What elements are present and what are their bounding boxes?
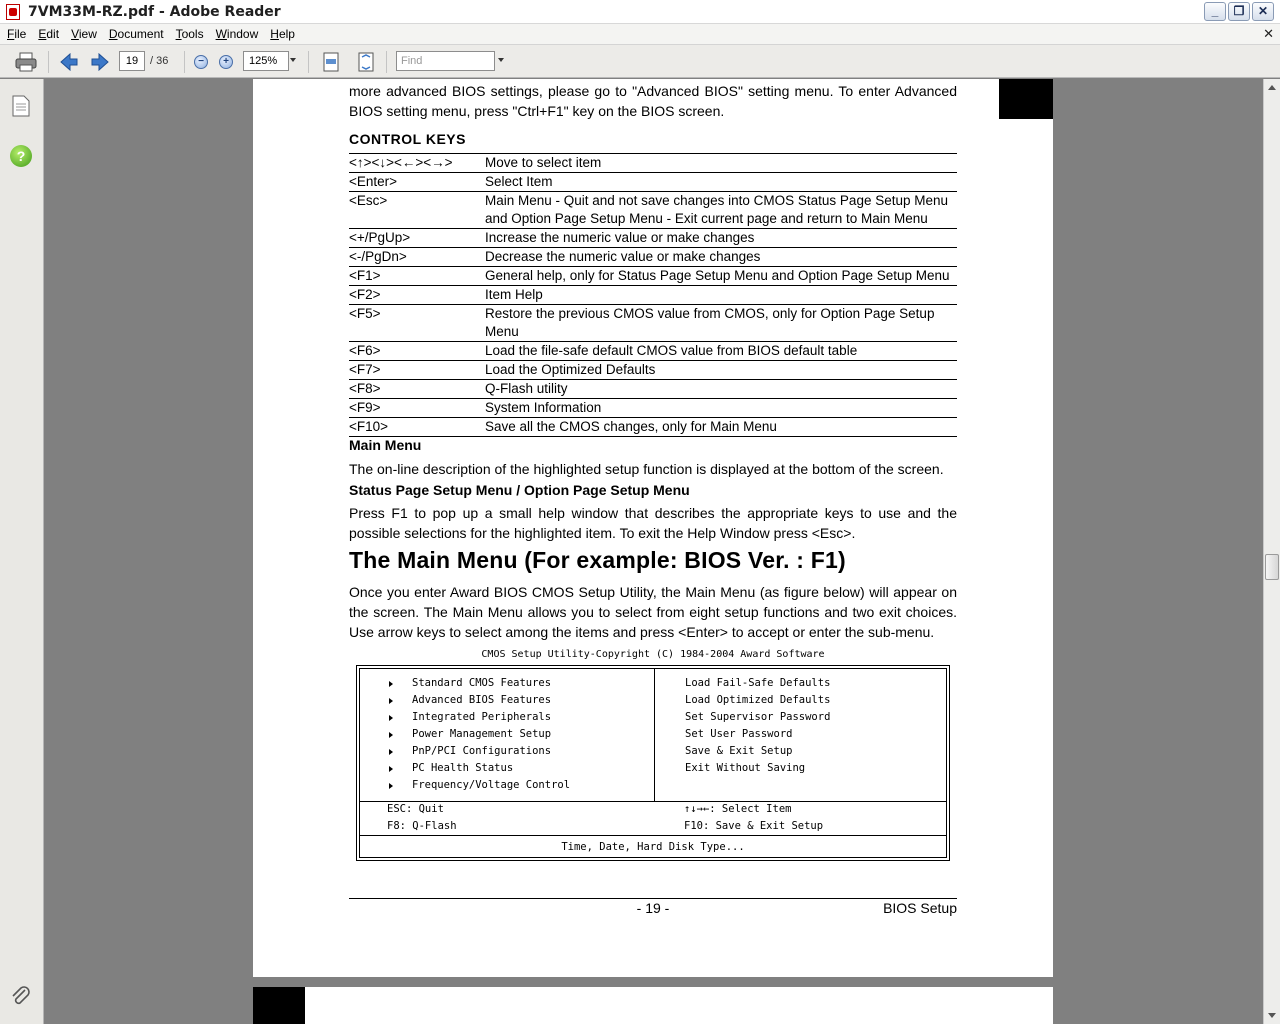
bios-menu-item: Exit Without Saving (685, 762, 806, 774)
control-key-desc: Q-Flash utility (485, 380, 957, 399)
footer-page-number: - 19 - (636, 900, 670, 916)
close-button[interactable]: ✕ (1252, 2, 1274, 21)
navigation-pane (0, 79, 44, 1024)
bios-menu-item (412, 709, 570, 726)
menu-view[interactable]: View (71, 27, 97, 41)
toolbar (0, 45, 1280, 78)
main-menu-description: Once you enter Award BIOS CMOS Setup Utility, the Main Menu (as figure below) will appear on the screen. The Main Menu allows you to select from eight setup functions and two exit choices. Use arrow keys to select among the items and press <Enter> to accept or enter the sub-menu. (349, 584, 957, 640)
control-key-desc: Load the file-safe default CMOS value from BIOS default table (485, 342, 957, 361)
control-keys-table (349, 153, 957, 437)
bios-status-line: Time, Date, Hard Disk Type... (561, 841, 745, 853)
control-key-name: <-/PgDn> (349, 248, 485, 267)
control-key-desc: Item Help (485, 286, 957, 305)
submenu-arrow-icon (389, 681, 393, 687)
control-key-row (349, 286, 957, 305)
fit-page-icon[interactable] (355, 51, 377, 73)
page-corner-mark (999, 79, 1053, 119)
bios-menu-label: PnP/PCI Configurations (412, 745, 552, 757)
find-dropdown-icon[interactable] (498, 58, 504, 62)
main-menu-heading: Main Menu (349, 437, 422, 453)
scroll-down-icon[interactable] (1268, 1013, 1276, 1018)
menu-bar (0, 24, 1280, 45)
main-menu-paragraph: The on-line description of the highlighted setup function is displayed at the bottom of the screen. (349, 461, 944, 477)
control-key-row (349, 173, 957, 192)
bios-foot-f8: F8: Q-Flash (387, 820, 457, 832)
bios-right-menu (685, 675, 830, 777)
control-key-name: <F10> (349, 418, 485, 437)
control-key-name: <Enter> (349, 173, 485, 192)
next-pdf-page (253, 987, 1053, 1024)
bios-menu-item (412, 726, 570, 743)
menu-window[interactable]: Window (215, 27, 259, 41)
find-input[interactable]: Find (396, 51, 495, 71)
menu-help[interactable]: Help (270, 27, 295, 41)
menu-tools[interactable]: Tools (175, 27, 204, 41)
menu-edit[interactable]: Edit (38, 27, 60, 41)
close-document-icon[interactable]: ✕ (1263, 26, 1274, 41)
submenu-arrow-icon (389, 783, 393, 789)
document-area[interactable] (45, 79, 1263, 1024)
control-keys-heading: CONTROL KEYS (349, 131, 466, 147)
page-total: / 36 (150, 55, 169, 67)
pdf-page (253, 79, 1053, 977)
bios-menu-item (412, 760, 570, 777)
bios-menu-label: Frequency/Voltage Control (412, 779, 571, 791)
title-bar (0, 0, 1280, 24)
control-key-desc: General help, only for Status Page Setup Menu and Option Page Setup Menu (485, 267, 957, 286)
main-menu-big-heading: The Main Menu (For example: BIOS Ver. : F1) (349, 547, 846, 573)
bios-foot-select: ↑↓→←: Select Item (684, 803, 792, 815)
bios-menu-item: Set User Password (685, 728, 793, 740)
bios-menu-item: Load Fail-Safe Defaults (685, 677, 831, 689)
restore-button[interactable]: ❐ (1228, 2, 1250, 21)
submenu-arrow-icon (389, 749, 393, 755)
control-key-desc: Increase the numeric value or make changes (485, 229, 957, 248)
status-page-paragraph: Press F1 to pop up a small help window that describes the appropriate keys to use and the possible selections for the highlighted item. To exit the Help Window press <Esc>. (349, 505, 957, 541)
submenu-arrow-icon (389, 698, 393, 704)
bios-menu-label: PC Health Status (412, 762, 514, 774)
control-key-row (349, 418, 957, 437)
attachments-icon[interactable] (10, 985, 32, 1013)
control-key-desc: Save all the CMOS changes, only for Main Menu (485, 418, 957, 437)
footer-section-title: BIOS Setup (883, 900, 957, 916)
control-key-name: <F9> (349, 399, 485, 418)
bios-menu-label: Advanced BIOS Features (412, 694, 552, 706)
control-key-row (349, 192, 957, 229)
control-key-row (349, 305, 957, 342)
control-key-row (349, 154, 957, 173)
zoom-in-icon[interactable]: + (218, 54, 234, 70)
bios-menu-label: Standard CMOS Features (412, 677, 552, 689)
bios-menu-item: Save & Exit Setup (685, 745, 793, 757)
menu-document[interactable]: Document (108, 27, 164, 41)
control-key-name: <F8> (349, 380, 485, 399)
fit-width-icon[interactable] (320, 51, 342, 73)
status-page-heading: Status Page Setup Menu / Option Page Setup Menu (349, 482, 690, 498)
control-key-row (349, 380, 957, 399)
control-key-row (349, 399, 957, 418)
control-key-desc: Main Menu - Quit and not save changes into CMOS Status Page Setup Menu and Option Page Setup Menu - Exit current page and return to Main Menu (485, 192, 957, 229)
control-key-name: <F5> (349, 305, 485, 342)
previous-page-icon[interactable] (58, 52, 80, 72)
pdf-app-icon (6, 4, 20, 20)
minimize-button[interactable]: _ (1204, 2, 1226, 21)
menu-file[interactable]: File (7, 27, 27, 41)
control-key-row (349, 342, 957, 361)
pages-panel-icon[interactable] (12, 95, 30, 122)
control-key-name: <F1> (349, 267, 485, 286)
bios-menu-label: Integrated Peripherals (412, 711, 552, 723)
intro-paragraph: more advanced BIOS settings, please go to "Advanced BIOS" setting menu. To enter Advanced BIOS setting menu, press "Ctrl+F1" key on the BIOS screen. (349, 83, 957, 119)
submenu-arrow-icon (389, 766, 393, 772)
bios-caption: CMOS Setup Utility-Copyright (C) 1984-2004 Award Software (481, 649, 825, 660)
control-key-row (349, 267, 957, 286)
control-key-name: <F7> (349, 361, 485, 380)
bios-foot-right (684, 801, 823, 835)
print-icon[interactable] (14, 51, 38, 73)
bios-menu-item (412, 777, 570, 794)
control-key-desc: Load the Optimized Defaults (485, 361, 957, 380)
scroll-thumb[interactable] (1265, 554, 1279, 580)
control-key-name: <Esc> (349, 192, 485, 229)
vertical-scrollbar[interactable] (1263, 79, 1280, 1024)
control-key-desc: System Information (485, 399, 957, 418)
bios-menu-item (412, 743, 570, 760)
control-key-name: <+/PgUp> (349, 229, 485, 248)
control-key-name: <F2> (349, 286, 485, 305)
bios-menu-item: Set Supervisor Password (685, 711, 831, 723)
bios-foot-esc: ESC: Quit (387, 803, 444, 815)
control-key-desc: Move to select item (485, 154, 957, 173)
bios-menu-item (412, 692, 570, 709)
bios-left-menu (412, 675, 570, 794)
window-title: 7VM33M-RZ.pdf - Adobe Reader (28, 3, 281, 20)
page-number-input[interactable]: 19 (119, 51, 145, 71)
bios-foot-left (387, 801, 457, 835)
zoom-out-icon[interactable]: − (193, 54, 209, 70)
zoom-level-input[interactable]: 125% (243, 51, 289, 71)
bios-menu-item: Load Optimized Defaults (685, 694, 831, 706)
footer-rule (349, 898, 957, 899)
control-key-row (349, 229, 957, 248)
help-icon[interactable]: ? (10, 145, 32, 167)
bios-foot-f10: F10: Save & Exit Setup (684, 820, 824, 832)
control-key-desc: Restore the previous CMOS value from CMOS, only for Option Page Setup Menu (485, 305, 957, 342)
bios-menu-label: Power Management Setup (412, 728, 552, 740)
control-key-desc: Decrease the numeric value or make changes (485, 248, 957, 267)
control-key-desc: Select Item (485, 173, 957, 192)
control-key-row (349, 248, 957, 267)
zoom-dropdown-icon[interactable] (290, 58, 296, 62)
control-key-name: <F6> (349, 342, 485, 361)
page-corner-mark (253, 987, 305, 1024)
control-key-row (349, 361, 957, 380)
bios-screen-figure (356, 665, 950, 861)
next-page-icon[interactable] (89, 52, 111, 72)
submenu-arrow-icon (389, 732, 393, 738)
bios-menu-item (412, 675, 570, 692)
scroll-up-icon[interactable] (1268, 85, 1276, 90)
submenu-arrow-icon (389, 715, 393, 721)
control-key-name: <↑><↓><←><→> (349, 154, 485, 173)
